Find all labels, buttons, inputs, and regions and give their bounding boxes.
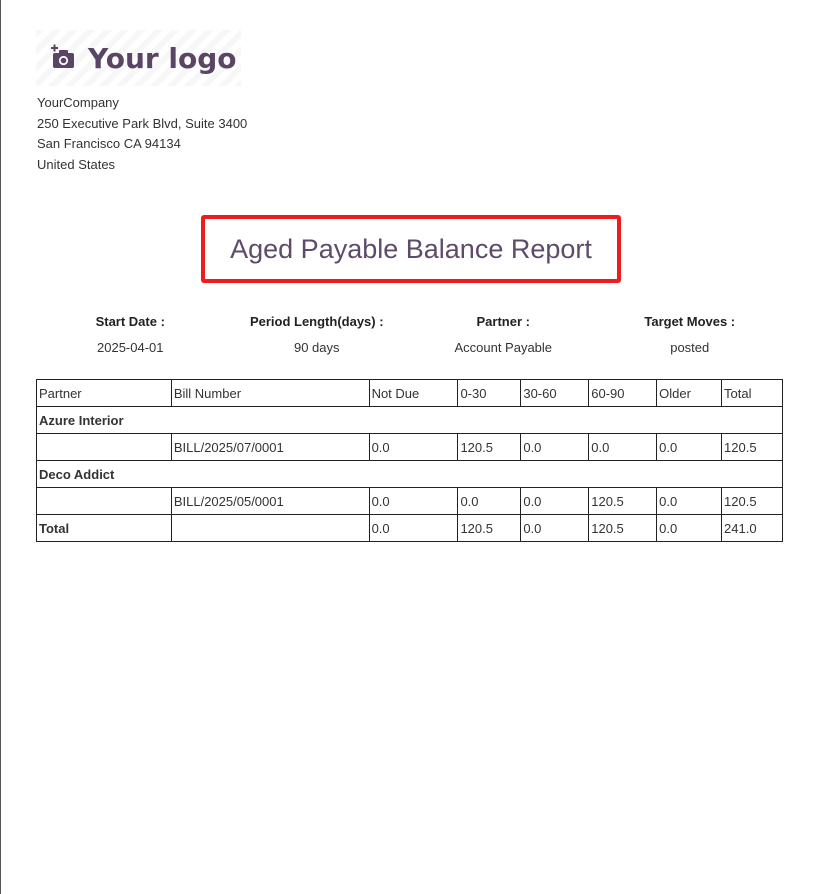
table-cell [37, 488, 172, 515]
column-header: Bill Number [171, 380, 369, 407]
column-header: Older [657, 380, 722, 407]
filter-target-moves [597, 312, 784, 358]
not-due-cell: 0.0 [369, 515, 458, 542]
table-row [37, 434, 783, 461]
filter-start-date [37, 312, 224, 358]
company-country: United States [37, 156, 116, 172]
table-header-row [37, 380, 783, 407]
d0-30-cell: 120.5 [458, 515, 521, 542]
d0-30-cell: 120.5 [458, 434, 521, 461]
partner-name: Deco Addict [37, 461, 172, 488]
filter-value: 2025-04-01 [97, 340, 164, 355]
company-city: San Francisco CA 94134 [37, 136, 181, 151]
column-header: 0-30 [458, 380, 521, 407]
company-street: 250 Executive Park Blvd, Suite 3400 [37, 115, 248, 131]
filter-label: Target Moves : [644, 314, 736, 329]
aged-payable-table [36, 379, 783, 542]
column-header: Not Due [369, 380, 458, 407]
table-total-row [37, 515, 783, 542]
filter-label: Period Length(days) : [249, 314, 384, 329]
older-cell: 0.0 [657, 488, 722, 515]
table-cell [171, 515, 369, 542]
bill-number-cell: BILL/2025/07/0001 [171, 434, 369, 461]
table-cell [37, 434, 172, 461]
bill-number-cell: BILL/2025/05/0001 [171, 488, 369, 515]
not-due-cell: 0.0 [369, 488, 458, 515]
total-cell: 120.5 [722, 434, 783, 461]
filter-partner [410, 312, 597, 358]
report-title-highlight [201, 215, 621, 283]
older-cell: 0.0 [657, 515, 722, 542]
report-filters [37, 312, 783, 358]
company-name: YourCompany [37, 95, 119, 110]
company-address [37, 93, 247, 175]
d30-60-cell: 0.0 [521, 434, 589, 461]
d60-90-cell: 120.5 [589, 515, 657, 542]
older-cell: 0.0 [657, 434, 722, 461]
table-row [37, 488, 783, 515]
total-label: Total [37, 515, 172, 542]
partner-name: Azure Interior [37, 407, 172, 434]
d60-90-cell: 0.0 [589, 434, 657, 461]
d60-90-cell: 120.5 [589, 488, 657, 515]
partner-group-row [37, 407, 783, 434]
partner-group-spacer [171, 407, 782, 434]
column-header: 30-60 [521, 380, 589, 407]
filter-label: Start Date : [95, 314, 165, 329]
partner-group-spacer [171, 461, 782, 488]
filter-value: 90 days [293, 340, 340, 355]
filter-label: Partner : [476, 314, 530, 329]
filter-value: Account Payable [454, 340, 553, 355]
d0-30-cell: 0.0 [458, 488, 521, 515]
filter-value: posted [670, 340, 710, 355]
column-header: 60-90 [589, 380, 657, 407]
camera-plus-icon [50, 44, 78, 72]
total-cell: 120.5 [722, 488, 783, 515]
filter-period-length [224, 312, 411, 358]
report-title: Aged Payable Balance Report [230, 233, 592, 264]
company-logo [36, 30, 241, 86]
d30-60-cell: 0.0 [521, 488, 589, 515]
d30-60-cell: 0.0 [521, 515, 589, 542]
logo-text: Your logo [88, 41, 237, 75]
total-cell: 241.0 [722, 515, 783, 542]
column-header: Partner [37, 380, 172, 407]
column-header: Total [722, 380, 783, 407]
partner-group-row [37, 461, 783, 488]
not-due-cell: 0.0 [369, 434, 458, 461]
